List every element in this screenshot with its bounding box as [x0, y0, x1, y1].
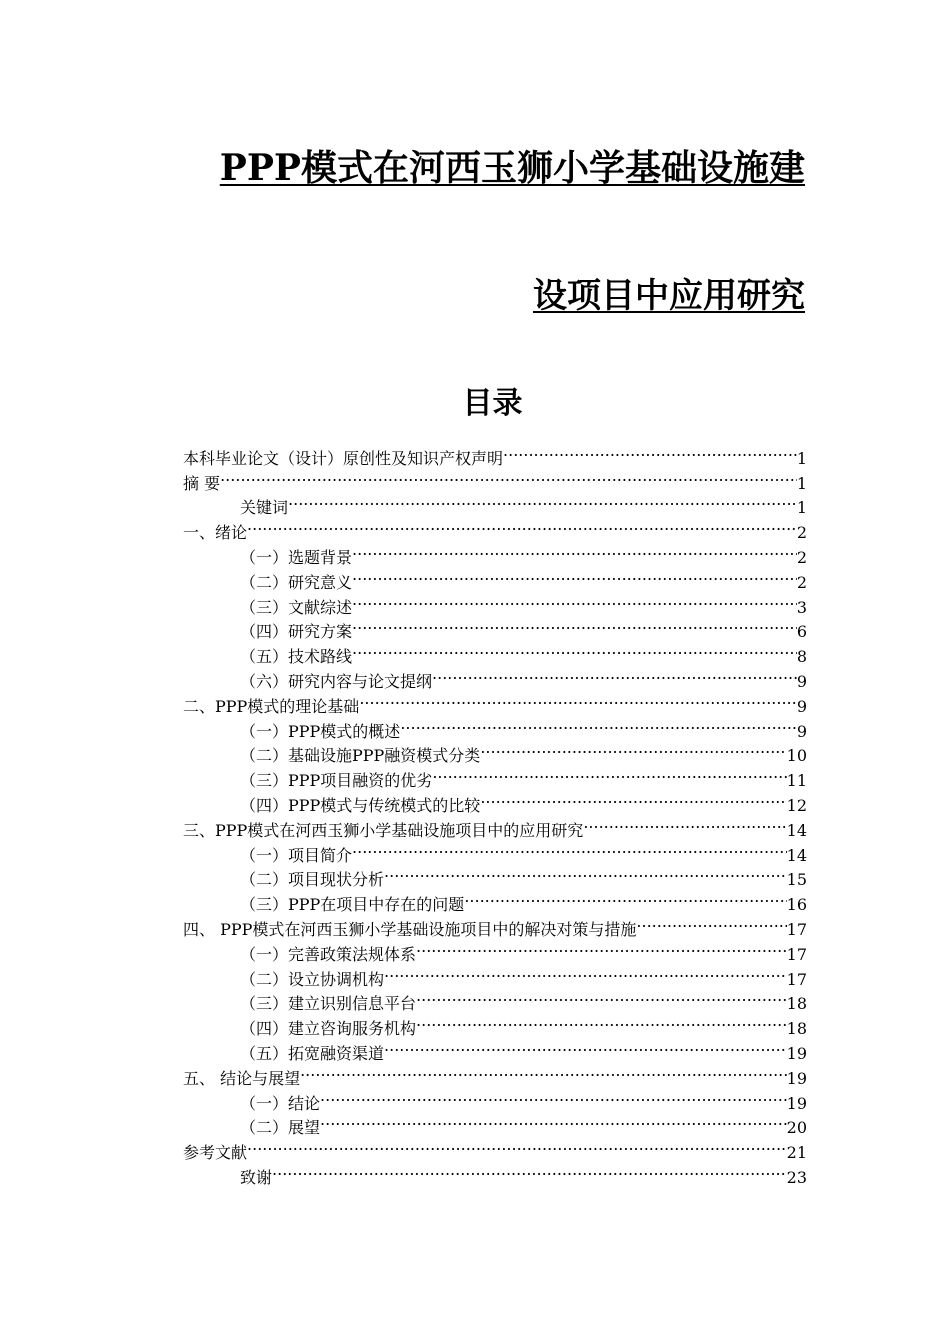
toc-dot-leader [480, 737, 786, 762]
toc-entry-label: （四）PPP模式与传统模式的比较 [240, 795, 481, 815]
toc-dot-leader [247, 513, 797, 538]
toc-entry[interactable] [183, 1158, 807, 1187]
toc-entry-page-number: 1 [796, 473, 807, 493]
toc-entry-page-number: 14 [786, 845, 807, 865]
toc-entry-label: 二、PPP模式的理论基础 [183, 696, 360, 716]
toc-entry-label: 本科毕业论文（设计）原创性及知识产权声明 [183, 448, 504, 468]
toc-entry[interactable] [183, 538, 807, 567]
toc-entry-page-number: 20 [786, 1118, 807, 1138]
toc-entry-page-number: 19 [786, 1043, 807, 1063]
toc-entry-page-number: 11 [786, 771, 807, 791]
toc-dot-leader [247, 1133, 787, 1158]
toc-entry-label: 参考文献 [183, 1143, 248, 1163]
toc-entry-label: （二）展望 [240, 1118, 321, 1138]
toc-entry-label: （一）选题背景 [240, 547, 353, 567]
toc-entry-label: （三）建立识别信息平台 [240, 994, 417, 1014]
toc-entry-page-number: 2 [796, 572, 807, 592]
toc-entry-page-number: 17 [786, 919, 807, 939]
toc-dot-leader [384, 1034, 787, 1059]
toc-entry-page-number: 12 [786, 795, 807, 815]
toc-dot-leader [359, 687, 797, 712]
toc-entry[interactable] [183, 513, 807, 543]
toc-dot-leader [503, 439, 797, 464]
toc-dot-leader [352, 563, 797, 588]
toc-entry-page-number: 9 [796, 721, 807, 741]
toc-dot-leader [480, 786, 786, 811]
toc-entry-page-number: 16 [786, 895, 807, 915]
toc-entry-label: 四、 PPP模式在河西玉狮小学基础设施项目中的解决对策与措施 [183, 919, 637, 939]
toc-entry-page-number: 8 [796, 647, 807, 667]
document-title-line-2: 设项目中应用研究 [533, 276, 805, 316]
toc-entry-page-number: 19 [786, 1068, 807, 1088]
toc-entry-page-number: 23 [786, 1167, 807, 1187]
toc-dot-leader [352, 836, 787, 861]
toc-entry-page-number: 2 [796, 547, 807, 567]
toc-entry-label: （三）文献综述 [240, 597, 353, 617]
toc-entry-label: （一）PPP模式的概述 [240, 721, 401, 741]
toc-entry-page-number: 15 [786, 870, 807, 890]
toc-entry-page-number: 18 [786, 1019, 807, 1039]
toc-dot-leader [288, 489, 797, 514]
toc-entry-page-number: 19 [786, 1093, 807, 1113]
toc-dot-leader [220, 464, 797, 489]
toc-dot-leader [416, 935, 787, 960]
toc-entry-label: （四）建立咨询服务机构 [240, 1019, 417, 1039]
toc-entry-page-number: 9 [796, 696, 807, 716]
toc-entry-page-number: 3 [796, 597, 807, 617]
toc-entry-label: 五、 结论与展望 [183, 1068, 301, 1088]
toc-dot-leader [416, 1009, 787, 1034]
toc-dot-leader [432, 662, 797, 687]
toc-entry-page-number: 6 [796, 622, 807, 642]
toc-entry-label: （二）基础设施PPP融资模式分类 [240, 746, 481, 766]
toc-entry-page-number: 18 [786, 994, 807, 1014]
document-title-line-1: PPP模式在河西玉狮小学基础设施建 [219, 147, 805, 189]
toc-entry-label: 一、绪论 [183, 523, 248, 543]
toc-dot-leader [583, 811, 786, 836]
toc-entry-page-number: 17 [786, 944, 807, 964]
toc-dot-leader [464, 885, 786, 910]
toc-dot-leader [352, 588, 797, 613]
toc-entry-label: （二）研究意义 [240, 572, 353, 592]
toc-dot-leader [400, 712, 797, 737]
toc-dot-leader [432, 761, 786, 786]
toc-dot-leader [416, 985, 787, 1010]
toc-entry-label: （三）PPP在项目中存在的问题 [240, 895, 465, 915]
toc-entry-page-number: 2 [796, 523, 807, 543]
toc-entry-label: 三、PPP模式在河西玉狮小学基础设施项目中的应用研究 [183, 820, 584, 840]
toc-entry-page-number: 1 [796, 498, 807, 518]
toc-entry-page-number: 10 [786, 746, 807, 766]
toc-dot-leader [384, 861, 787, 886]
toc-entry-page-number: 21 [786, 1143, 807, 1163]
toc-entry-label: （五）技术路线 [240, 647, 353, 667]
toc-entry[interactable] [183, 1133, 807, 1163]
toc-entry[interactable] [183, 464, 807, 493]
toc-dot-leader [352, 613, 797, 638]
toc-entry-page-number: 1 [796, 448, 807, 468]
toc-dot-leader [636, 910, 786, 935]
toc-entry-label: （四）研究方案 [240, 622, 353, 642]
toc-entry-label: （五）拓宽融资渠道 [240, 1043, 385, 1063]
toc-dot-leader [272, 1158, 787, 1183]
toc-dot-leader [300, 1059, 787, 1084]
toc-entry-label: （六）研究内容与论文提纲 [240, 671, 433, 691]
toc-entry[interactable] [183, 489, 807, 518]
toc-entry-page-number: 9 [796, 671, 807, 691]
toc-entry[interactable] [183, 439, 807, 468]
toc-entry-label: （一）结论 [240, 1093, 321, 1113]
table-of-contents [183, 439, 807, 1187]
toc-dot-leader [320, 1109, 787, 1134]
toc-entry-page-number: 14 [786, 820, 807, 840]
toc-dot-leader [384, 960, 787, 985]
toc-entry-label: （一）项目简介 [240, 845, 353, 865]
toc-entry-label: （一）完善政策法规体系 [240, 944, 417, 964]
toc-dot-leader [320, 1084, 787, 1109]
toc-dot-leader [352, 538, 797, 563]
toc-dot-leader [352, 637, 797, 662]
toc-entry-page-number: 17 [786, 969, 807, 989]
toc-entry-label: （二）设立协调机构 [240, 969, 385, 989]
toc-entry-label: 关键词 [240, 498, 289, 518]
toc-entry-label: （二）项目现状分析 [240, 870, 385, 890]
toc-entry-label: 摘 要 [183, 473, 221, 493]
toc-heading: 目录 [462, 386, 523, 421]
toc-entry-label: （三）PPP项目融资的优劣 [240, 771, 433, 791]
toc-entry-label: 致谢 [240, 1167, 273, 1187]
